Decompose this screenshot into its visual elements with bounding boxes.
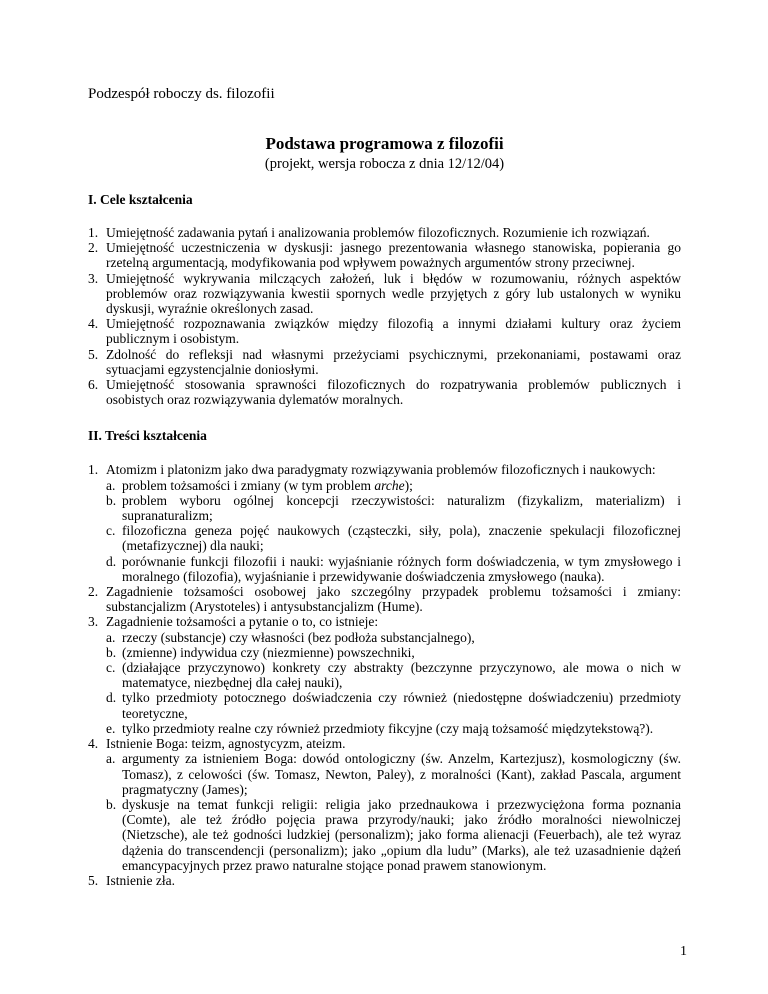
list-item <box>88 347 681 377</box>
list-item <box>88 316 681 346</box>
sub-item-text: porównanie funkcji filozofii i nauki: wyjaśnianie różnych form doświadczenia, w tym zmysłowego i moralnego (filozofia), wyjaśnianie i przewidywanie doświadczenia zmysłowego (nauka). <box>122 553 681 584</box>
item-number: 4. <box>88 736 99 752</box>
sub-item <box>106 493 681 523</box>
document-subtitle: (projekt, wersja robocza z dnia 12/12/04) <box>264 156 505 172</box>
sub-item <box>106 751 681 797</box>
item-number: 2. <box>88 584 99 600</box>
sub-item-text-end: ); <box>404 477 413 493</box>
sub-item-text: rzeczy (substancje) czy własności (bez podłoża substancjalnego), <box>122 629 475 645</box>
emphasis-term: arche <box>374 477 405 493</box>
item-number: 2. <box>88 240 99 256</box>
sub-item-letter: d. <box>106 690 117 706</box>
sub-item-letter: d. <box>106 553 117 569</box>
sub-item-letter: b. <box>106 644 117 660</box>
item-number: 3. <box>88 270 99 286</box>
sub-item <box>106 797 681 873</box>
list-item <box>88 240 681 270</box>
sub-item-text: filozoficzna geneza pojęć naukowych (cząsteczki, siły, pola), znaczenie spekulacji filozoficznej (metafizycznej) dla nauki; <box>122 523 681 554</box>
item-number: 5. <box>88 872 99 888</box>
list-item <box>88 584 681 614</box>
sub-item-text: tylko przedmioty realne czy również przedmioty fikcyjne (czy mają tożsamość międzytekstową?). <box>122 720 654 736</box>
sub-item-letter: b. <box>106 492 117 508</box>
sub-item-letter: e. <box>106 720 116 736</box>
sub-item-letter: c. <box>106 523 116 539</box>
list-item <box>88 873 681 888</box>
item-number: 1. <box>88 462 99 478</box>
item-text: Zdolność do refleksji nad własnymi przeżyciami psychicznymi, przekonaniami, postawami oraz sytuacjami egzystencjalnie doniosłymi. <box>106 346 681 377</box>
item-number: 1. <box>88 225 99 240</box>
item-text: Atomizm i platonizm jako dwa paradygmaty rozwiązywania problemów filozoficznych i naukowych: <box>106 462 656 478</box>
item-text: Zagadnienie tożsamości osobowej jako szczególny przypadek problemu tożsamości i zmiany: substancjalizm (Arystoteles) i antysubstancjalizm (Hume). <box>106 584 681 615</box>
document-title: Podstawa programowa z filozofii <box>265 134 504 153</box>
item-text: Istnienie Boga: teizm, agnostycyzm, ateizm. <box>106 736 346 752</box>
sub-item-text: dyskusje na temat funkcji religii: religia jako przednaukowa i przezwyciężona forma poznania (Comte), ale też źródło pojęcia prawa przyrody/nauki; jako źródło moralności niewolniczej (Nietzsche), ale też godności ludzkiej (personalizm); jako forma alienacji (Feuerbach), ale też wyraz dążenia do transcendencji (personalizm); jako „opium dla ludu” (Marks), ale też uzasadnienie dążeń emancypacyjnych przez prawo naturalne stojące ponad prawem stanowionym. <box>122 796 681 873</box>
sub-item-text: argumenty za istnieniem Boga: dowód ontologiczny (św. Anzelm, Kartezjusz), kosmologiczny (św. Tomasz), z celowości (św. Tomasz, Newton, Paley), z moralności (Kant), zakład Pascala, argument pragmatyczny (James); <box>122 751 681 797</box>
list-item <box>88 225 681 240</box>
item-text: Umiejętność zadawania pytań i analizowania problemów filozoficznych. Rozumienie ich rozwiązań. <box>106 225 650 240</box>
item-text: Istnienie zła. <box>106 872 175 888</box>
sub-item <box>106 690 681 720</box>
sub-item <box>106 630 681 645</box>
list-item <box>88 736 681 873</box>
item-text: Umiejętność rozpoznawania związków między filozofią a innymi działami kultury oraz życiem publicznym i osobistym. <box>106 316 681 347</box>
item-text: Zagadnienie tożsamości a pytanie o to, co istnieje: <box>106 614 379 630</box>
sub-item-letter: a. <box>106 751 116 767</box>
list-item <box>88 377 681 407</box>
sub-item <box>106 660 681 690</box>
sub-item-text: (zmienne) indywidua czy (niezmienne) powszechniki, <box>122 644 415 660</box>
sub-item <box>106 721 681 736</box>
sub-item-text: problem tożsamości i zmiany (w tym problem <box>122 477 375 493</box>
sub-item <box>106 523 681 553</box>
sub-item-letter: b. <box>106 796 117 812</box>
item-text: Umiejętność stosowania sprawności filozoficznych do rozpatrywania problemów publicznych i osobistych oraz rozwiązywania dylematów moralnych. <box>106 377 681 408</box>
list-item <box>88 462 681 584</box>
item-text: Umiejętność uczestniczenia w dyskusji: jasnego prezentowania własnego stanowiska, popierania go rzetelną argumentacją, modyfikowania pod wpływem poważnych argumentów strony przeciwnej. <box>106 240 681 271</box>
section-heading-goals: I. Cele kształcenia <box>88 192 193 207</box>
sub-item-letter: a. <box>106 629 116 645</box>
sub-item <box>106 478 681 493</box>
list-item <box>88 271 681 317</box>
item-number: 3. <box>88 614 99 630</box>
item-number: 4. <box>88 316 99 332</box>
sub-item-letter: a. <box>106 477 116 493</box>
sub-item <box>106 645 681 660</box>
sub-item <box>106 554 681 584</box>
sub-item-text: tylko przedmioty potocznego doświadczenia czy również (niedostępne doświadczeniu) przedmioty teoretyczne, <box>122 690 681 721</box>
item-text: Umiejętność wykrywania milczących założeń, luk i błędów w rozumowaniu, różnych aspektów problemów oraz rozwiązywania kwestii spornych wedle przyjętych z góry lub ustalonych w wyniku dyskusji, wyraźnie określonych zasad. <box>106 270 681 317</box>
organization-name: Podzespół roboczy ds. filozofii <box>88 86 275 102</box>
sub-item-letter: c. <box>106 660 116 676</box>
item-number: 5. <box>88 346 99 362</box>
section-heading-contents: II. Treści kształcenia <box>88 428 207 444</box>
sub-item-text: (działające przyczynowo) konkrety czy abstrakty (bezczynne przyczynowo, ale mowa o nich w matematyce, niezbędnej dla całej nauki), <box>122 660 681 691</box>
goals-list <box>88 225 681 407</box>
document-page <box>88 86 681 888</box>
sub-item-text: problem wyboru ogólnej koncepcji rzeczywistości: naturalizm (fizykalizm, materializm) i supranaturalizm; <box>122 492 681 524</box>
page-number: 1 <box>680 944 687 959</box>
list-item <box>88 614 681 736</box>
contents-list <box>88 462 681 888</box>
item-number: 6. <box>88 377 99 393</box>
